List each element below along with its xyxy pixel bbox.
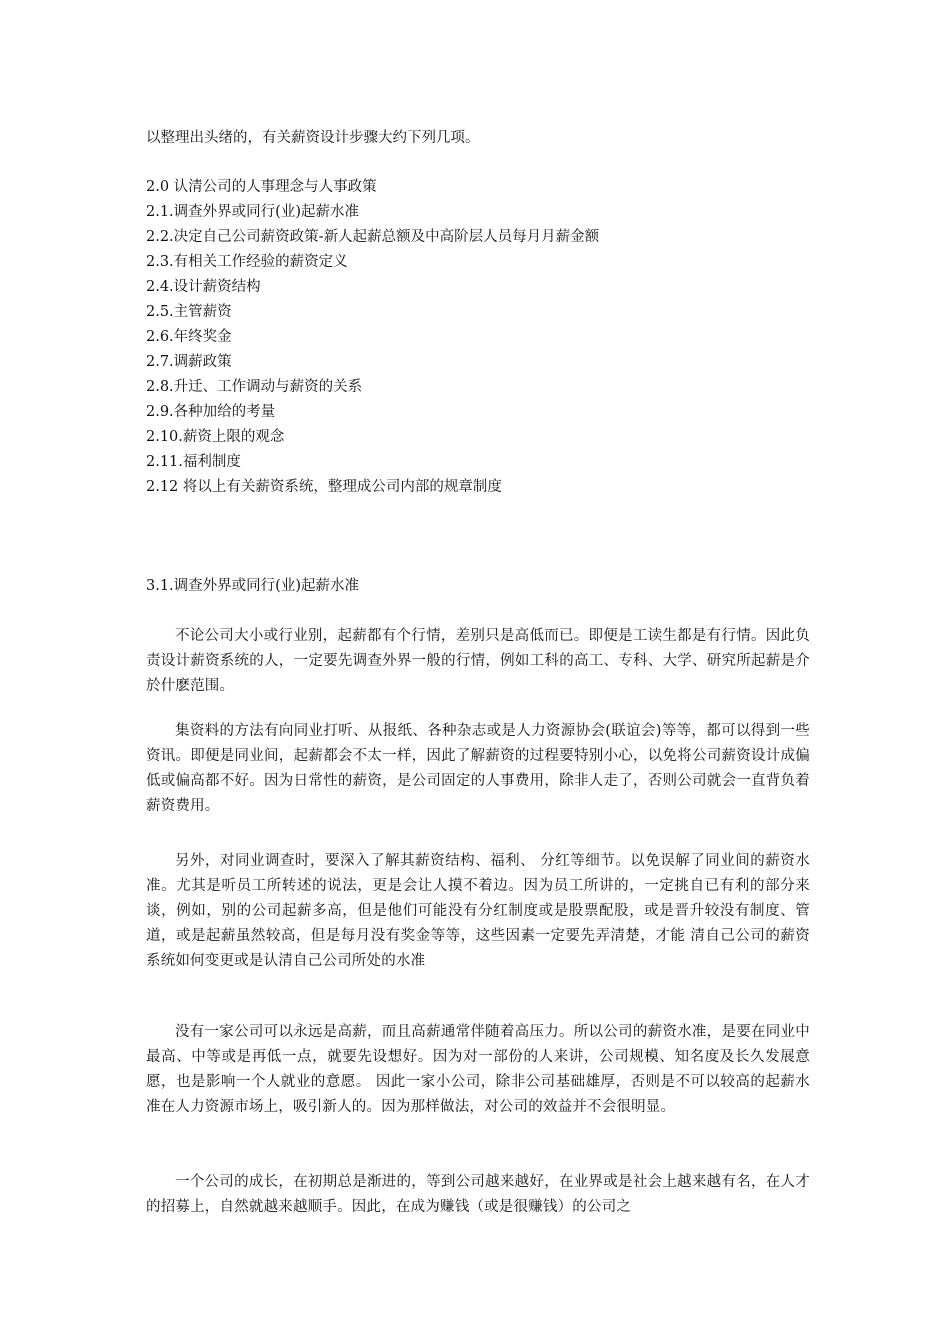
list-item: 2.3.有相关工作经验的薪资定义 <box>146 254 348 270</box>
list-item: 2.10.薪资上限的观念 <box>146 429 285 445</box>
paragraph: 没有一家公司可以永远是高薪，而且高薪通常伴随着高压力。所以公司的薪资水准，是要在同业中最高、中等或是再低一点，就要先设想好。因为对一部份的人来讲，公司规模、知名度及长久发展意愿，也是影响一个人就业的意愿。 因此一家小公司，除非公司基础雄厚，否则是不可以较高的起薪水准在人力资源市场上，吸引新人的。因为那样做法，对公司的效益并不会很明显。 <box>146 1024 810 1115</box>
list-item: 2.8.升迁、工作调动与薪资的关系 <box>146 379 363 395</box>
list-item: 2.5.主管薪资 <box>146 304 232 320</box>
section-heading: 3.1.调查外界或同行(业)起薪水准 <box>146 578 359 594</box>
list-item: 2.9.各种加给的考量 <box>146 404 276 420</box>
paragraph: 一个公司的成长，在初期总是渐进的，等到公司越来越好，在业界或是社会上越来越有名，在人才的招募上，自然就越来越顺手。因此，在成为赚钱（或是很赚钱）的公司之 <box>146 1174 810 1215</box>
list-item: 2.12 将以上有关薪资系统，整理成公司内部的规章制度 <box>146 479 502 495</box>
list-item: 2.6.年终奖金 <box>146 329 232 345</box>
list-item: 2.1.调查外界或同行(业)起薪水准 <box>146 204 359 220</box>
list-item: 2.0 认清公司的人事理念与人事政策 <box>146 179 377 195</box>
list-item: 2.2.决定自己公司薪资政策-新人起薪总额及中高阶层人员每月月薪金额 <box>146 229 600 245</box>
paragraph: 不论公司大小或行业别，起薪都有个行情，差别只是高低而已。即便是工读生都是有行情。因此负责设计薪资系统的人，一定要先调查外界一般的行情，例如工科的高工、专科、大学、研究所起薪是介於什麽范围。 <box>146 628 810 694</box>
paragraph: 另外，对同业调查时，要深入了解其薪资结构、福利、 分红等细节。以免误解了同业间的薪资水准。尤其是听员工所转述的说法，更是会让人摸不着边。因为员工所讲的，一定挑自已有利的部分来谈，例如，别的公司起薪多高，但是他们可能没有分红制度或是股票配股，或是晋升较没有制度、管道，或是起薪虽然较高，但是每月没有奖金等等，这些因素一定要先弄清楚，才能 清自己公司的薪资系统如何变更或是认清自己公司所处的水准 <box>146 853 810 969</box>
list-item: 2.11.福利制度 <box>146 454 241 470</box>
list-item: 2.7.调薪政策 <box>146 354 232 370</box>
list-item: 2.4.设计薪资结构 <box>146 279 261 295</box>
intro-text: 以整理出头绪的，有关薪资设计步骤大约下列几项。 <box>146 130 480 146</box>
paragraph: 集资料的方法有向同业打听、从报纸、各种杂志或是人力资源协会(联谊会)等等，都可以得到一些资讯。即便是同业间，起薪都会不太一样，因此了解薪资的过程要特别小心，以免将公司薪资设计成偏低或偏高都不好。因为日常性的薪资，是公司固定的人事费用，除非人走了，否则公司就会一直背负着薪资费用。 <box>146 723 810 814</box>
